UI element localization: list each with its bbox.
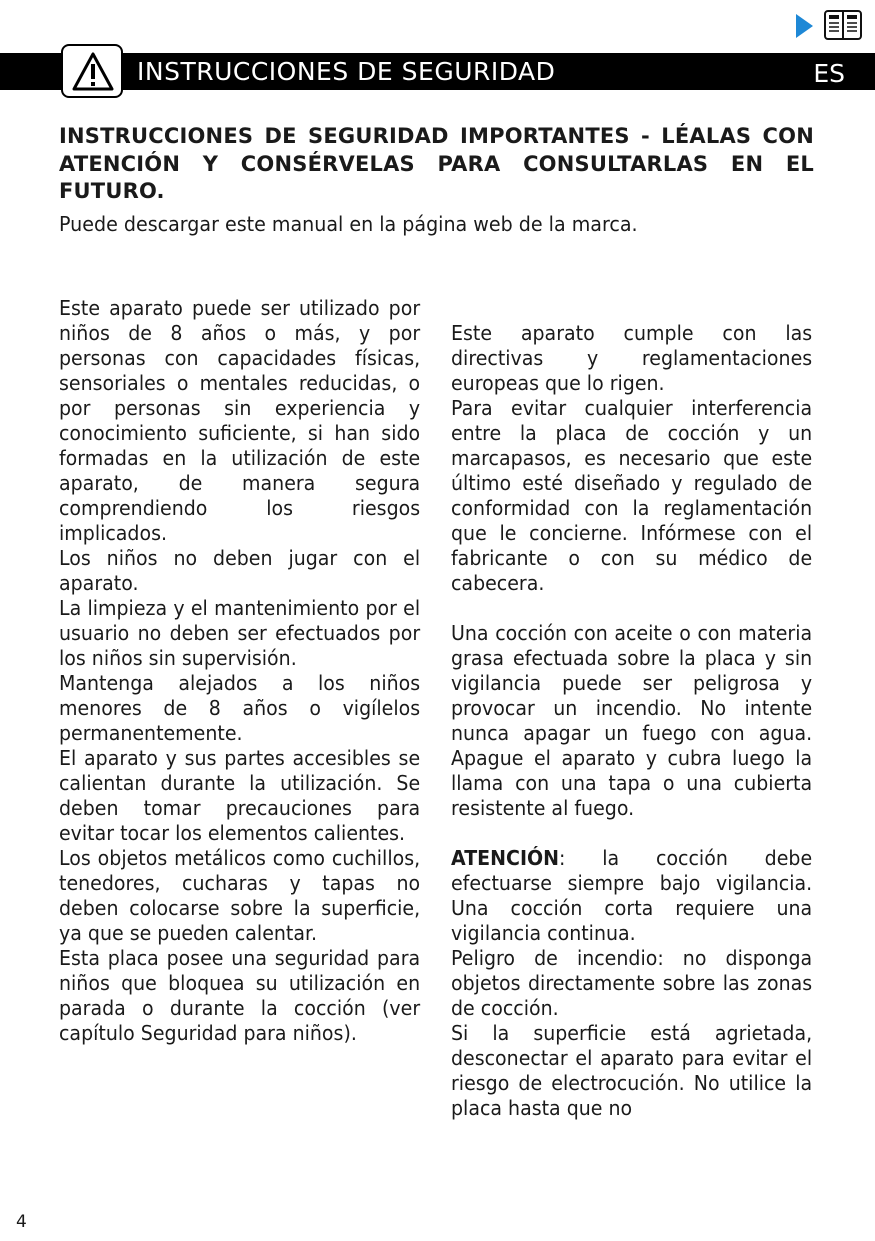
attention-label: ATENCIÓN	[451, 846, 560, 870]
paragraph: Para evitar cualquier interferencia entre la placa de cocción y un marcapasos, es necesario que este último esté diseñado y regulado de conformidad con la reglamentación que le concierne. Infórmese con el fabricante o con su médico de cabecera.	[451, 396, 813, 595]
left-column	[59, 296, 420, 1046]
paragraph: Este aparato cumple con las directivas y reglamentaciones europeas que lo rigen.	[451, 321, 813, 395]
paragraph: Mantenga alejados a los niños menores de 8 años o vigílelos permanentemente.	[59, 671, 421, 745]
paragraph: La limpieza y el mantenimiento por el usuario no deben ser efectuados por los niños sin supervisión.	[59, 596, 421, 670]
page-number: 4	[16, 1212, 27, 1232]
language-code: ES	[813, 59, 845, 88]
paragraph: Peligro de incendio: no disponga objetos directamente sobre las zonas de cocción.	[451, 946, 813, 1020]
section-title: INSTRUCCIONES DE SEGURIDAD	[137, 57, 556, 86]
paragraph: Este aparato puede ser utilizado por niños de 8 años o más, y por personas con capacidades físicas, sensoriales o mentales reducidas, o por personas sin experiencia y conocimiento suficiente, si han sido formadas en la utilización de este aparato, de manera segura comprendiendo los riesgos implicados.	[59, 296, 421, 545]
paragraph: Esta placa posee una seguridad para niños que bloquea su utilización en parada o durante la cocción (ver capítulo Seguridad para niños).	[59, 946, 421, 1045]
paragraph: Los niños no deben jugar con el aparato.	[59, 546, 421, 595]
paragraph: Los objetos metálicos como cuchillos, tenedores, cucharas y tapas no deben colocarse sobre la superficie, ya que se pueden calentar.	[59, 846, 421, 945]
attention-text: : la cocción debe efectuarse siempre bajo vigilancia. Una cocción corta requiere una vigilancia continua.	[451, 846, 813, 945]
safety-heading: INSTRUCCIONES DE SEGURIDAD IMPORTANTES - LÉALAS CON ATENCIÓN Y CONSÉRVELAS PARA CONSULTARLAS EN EL FUTURO.	[59, 124, 814, 203]
paragraph: Si la superficie está agrietada, desconectar el aparato para evitar el riesgo de electrocución. No utilice la placa hasta que no	[451, 1021, 813, 1120]
attention-paragraph	[451, 846, 812, 946]
play-arrow-icon[interactable]	[796, 14, 813, 38]
paragraph: Una cocción con aceite o con materia grasa efectuada sobre la placa y sin vigilancia puede ser peligrosa y provocar un incendio. No intente nunca apagar un fuego con agua. Apague el aparato y cubra luego la llama con una tapa o una cubierta resistente al fuego.	[451, 621, 813, 820]
open-book-icon[interactable]	[824, 10, 862, 40]
right-column	[451, 321, 812, 1121]
download-note: Puede descargar este manual en la página web de la marca.	[59, 212, 638, 236]
paragraph: El aparato y sus partes accesibles se calientan durante la utilización. Se deben tomar precauciones para evitar tocar los elementos calientes.	[59, 746, 421, 845]
warning-triangle-icon	[61, 44, 123, 98]
